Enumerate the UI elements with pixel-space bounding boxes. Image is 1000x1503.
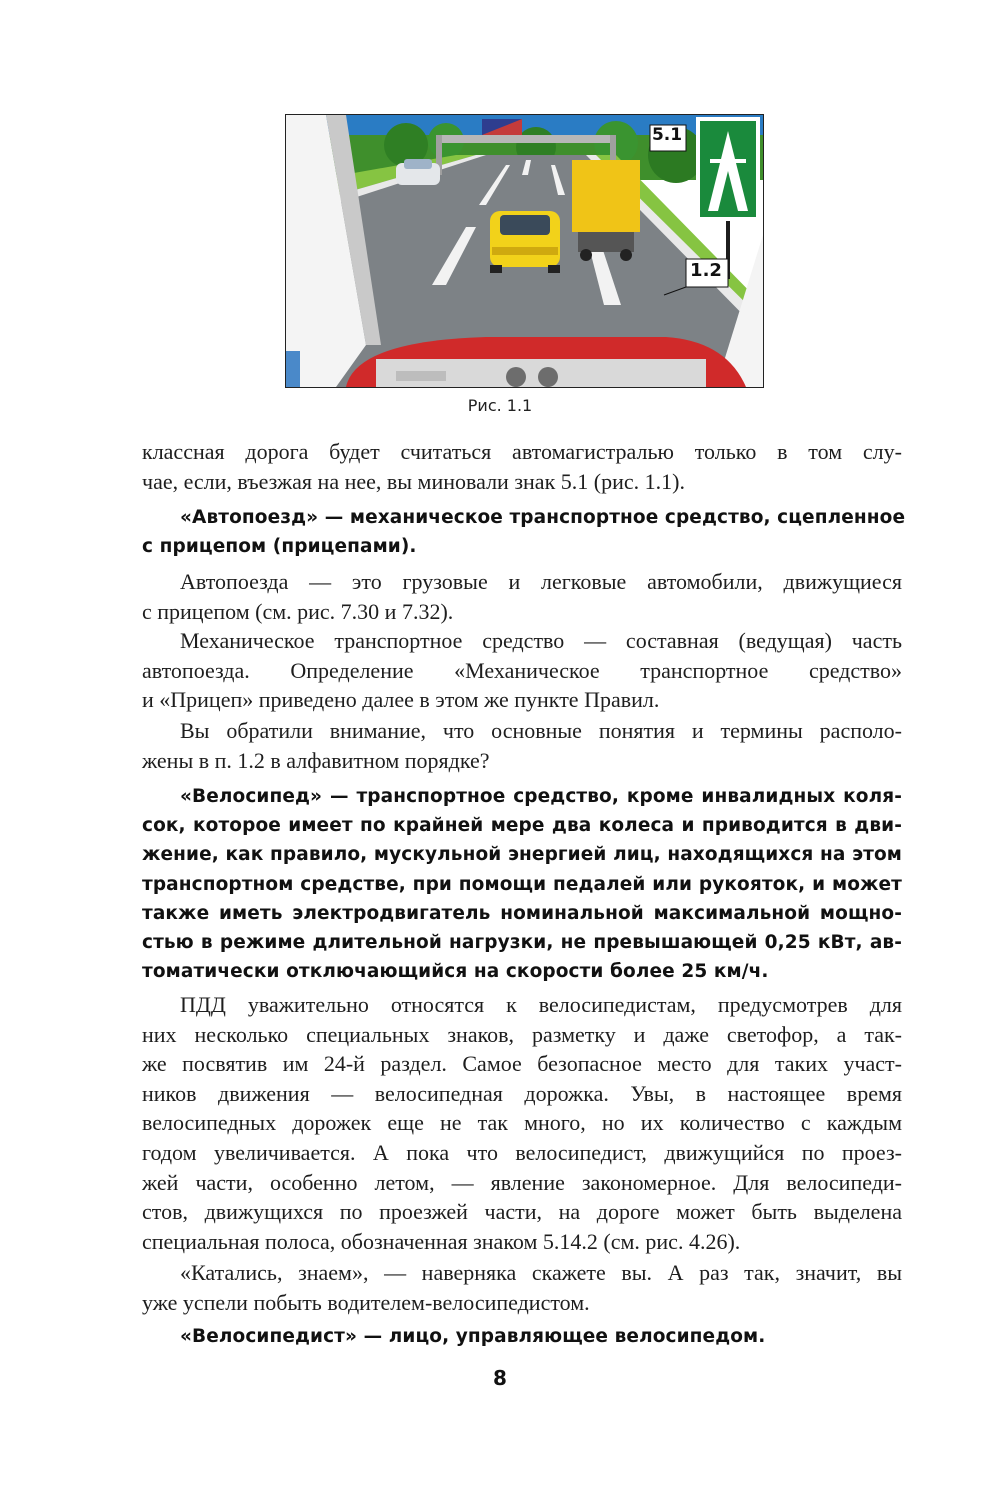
sign-label-1-2: 1.2 <box>690 260 722 281</box>
figure-caption: Рис. 1.1 <box>467 396 533 415</box>
paragraph-cyclists <box>142 990 902 1256</box>
definition-velosiped <box>142 782 902 986</box>
text-line: с прицепом (прицепами). <box>142 536 417 558</box>
text-line: с прицепом (см. рис. 7.30 и 7.32). <box>142 598 454 624</box>
text-line: годом увеличивается. А пока что велосипедист, движущийся по проез- <box>142 1139 902 1165</box>
text-line: «Автопоезд» — механическое транспортное средство, сцепленное <box>180 507 906 528</box>
text-line: ников движения — велосипедная дорожка. Увы, в настоящее время <box>142 1080 902 1106</box>
text-line: «Катались, знаем», — наверняка скажете вы. А раз так, значит, вы <box>180 1260 902 1285</box>
text-line: стов, движущихся по проезжей части, на дороге может быть выделена <box>142 1199 902 1225</box>
text-line: них несколько специальных знаков, разметку и даже светофор, а так- <box>142 1021 902 1047</box>
text-line: классная дорога будет считаться автомагистралью только в том слу- <box>142 439 902 464</box>
definition-velosipedist <box>142 1322 902 1351</box>
text-line: «Велосипедист» — лицо, управляющее велосипедом. <box>180 1326 766 1347</box>
text-line: транспортном средстве, при помощи педалей или рукояток, и может <box>142 873 902 895</box>
text-line: сок, которое имеет по крайней мере два колеса и приводится в дви- <box>142 815 902 837</box>
text-line: жены в п. 1.2 в алфавитном порядке? <box>142 747 490 773</box>
text-line: «Велосипед» — транспортное средство, кроме инвалидных коля- <box>180 786 902 807</box>
sign-label-5-1: 5.1 <box>651 125 683 145</box>
text-line: уже успели побыть водителем-велосипедистом. <box>142 1289 590 1315</box>
text-line: же посвятив им 24-й раздел. Самое безопасное место для таких участ- <box>142 1051 902 1077</box>
paragraph-alphabet <box>142 716 902 775</box>
paragraph-autopoezda <box>142 567 902 626</box>
definition-autopoezd <box>142 503 906 561</box>
road-illustration <box>285 114 764 388</box>
paragraph-katalis <box>142 1258 902 1317</box>
text-line: томатически отключающийся на скорости более 25 км/ч. <box>142 961 769 983</box>
text-line: специальная полоса, обозначенная знаком 5.14.2 (см. рис. 4.26). <box>142 1228 741 1254</box>
text-line: чае, если, въезжая на нее, вы миновали знак 5.1 (рис. 1.1). <box>142 468 685 494</box>
text-line: также иметь электродвигатель номинальной максимальной мощно- <box>142 902 902 924</box>
text-line: Автопоезда — это грузовые и легковые автомобили, движущиеся <box>180 569 902 594</box>
text-line: жей части, особенно летом, — явление закономерное. Для велосипеди- <box>142 1169 902 1195</box>
text-line: и «Прицеп» приведено далее в этом же пункте Правил. <box>142 687 660 713</box>
text-line: Механическое транспортное средство — составная (ведущая) часть <box>180 628 902 653</box>
paragraph-mechanical <box>142 626 902 715</box>
text-line: велосипедных дорожек еще не так много, но их количество с каждым <box>142 1110 902 1136</box>
paragraph-intro <box>142 437 902 496</box>
page-number: 8 <box>493 1366 507 1390</box>
text-line: ПДД уважительно относятся к велосипедистам, предусмотрев для <box>180 992 902 1017</box>
text-line: жение, как правило, мускульной энергией лиц, находящихся на этом <box>142 844 902 866</box>
text-line: Вы обратили внимание, что основные понятия и термины располо- <box>180 718 902 743</box>
highway-scene-image <box>286 115 763 387</box>
text-line: автопоезда. Определение «Механическое транспортное средство» <box>142 657 902 683</box>
text-line: стью в режиме длительной нагрузки, не превышающей 0,25 кВт, ав- <box>142 932 902 954</box>
